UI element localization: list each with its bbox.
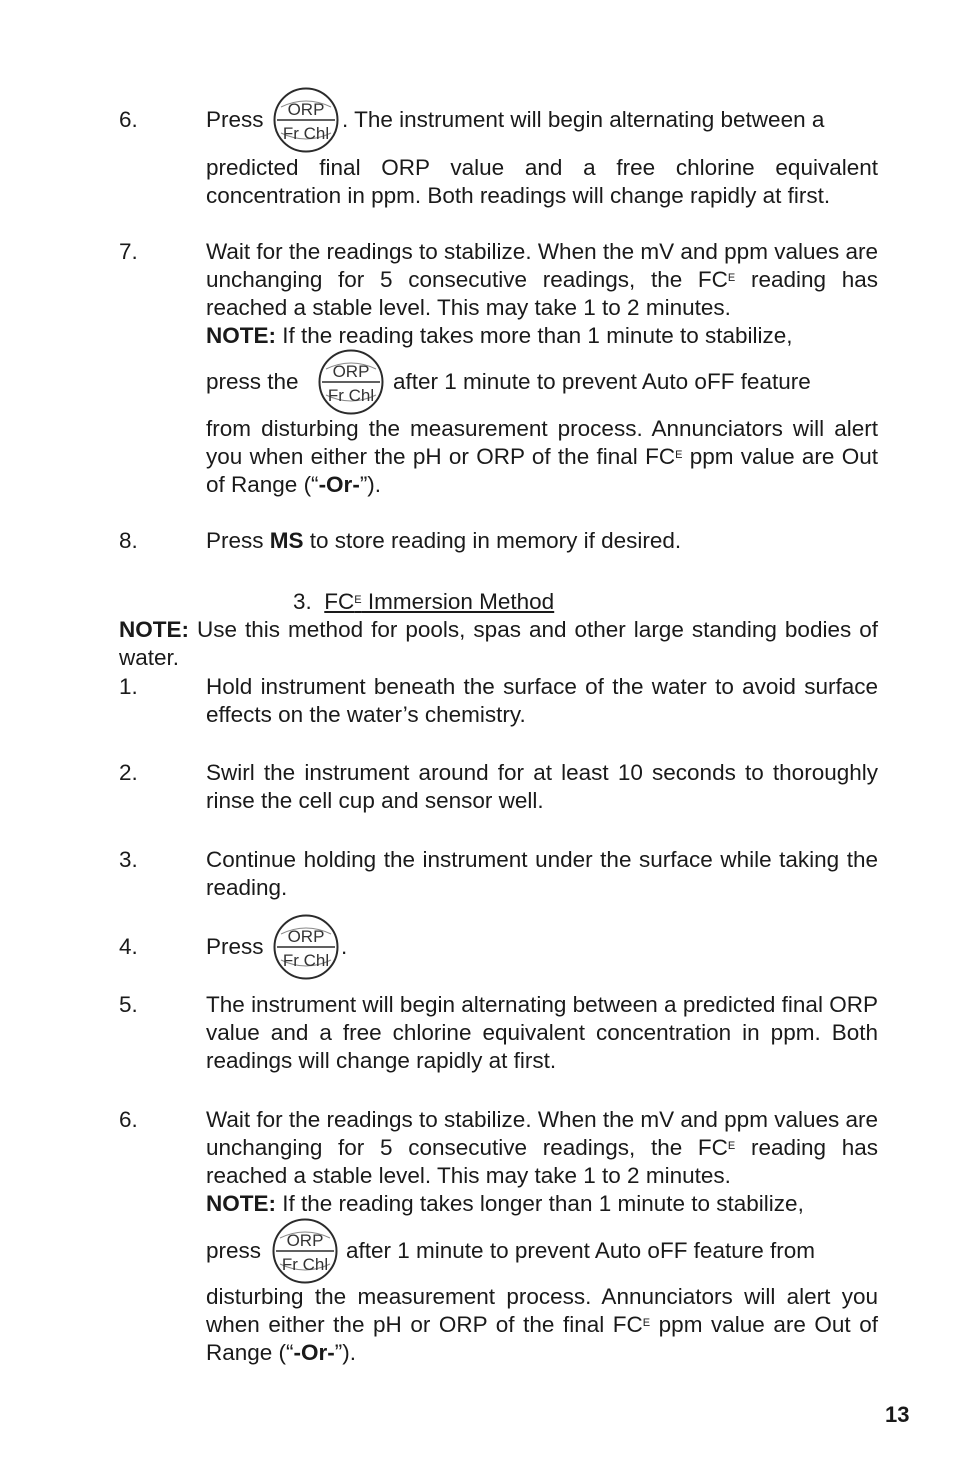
- orp-fr-chl-button-icon: [318, 349, 384, 415]
- step-paragraph: Swirl the instrument around for at least 10 seconds to thoroughly rinse the cell cup and sensor well.: [206, 760, 878, 813]
- step-text: Press MS to store reading in memory if desired.: [206, 528, 682, 553]
- step-paragraph: Hold instrument beneath the surface of the water to avoid surface effects on the water’s chemistry.: [206, 674, 878, 727]
- step-text: after 1 minute to prevent Auto oFF feature: [393, 369, 811, 394]
- step-paragraph: predicted final ORP value and a free chlorine equivalent concentration in ppm. Both readings will change rapidly at first.: [206, 155, 878, 208]
- step-text: after 1 minute to prevent Auto oFF feature from: [346, 1238, 815, 1263]
- step-paragraph: Wait for the readings to stabilize. When the mV and ppm values are unchanging for 5 consecutive readings, the $FC^E$ reading has reached a stable level. This may take 1 to 2 minutes. NOTE: If the reading takes more than 1 minute to stabilize,: [206, 239, 879, 348]
- svg-text:ORP: ORP: [286, 1231, 324, 1250]
- step-paragraph: from disturbing the measurement process. Annunciators will alert you when either the pH or ORP of the final $FC^E$ ppm value are Out of Range (“-Or-”).: [206, 416, 878, 497]
- step-number: 1.: [119, 674, 138, 699]
- step-paragraph: Continue holding the instrument under the surface while taking the reading.: [206, 847, 878, 900]
- section-heading: 3. $FC^E$ Immersion Method: [293, 589, 555, 614]
- note-label: NOTE:: [206, 323, 276, 348]
- step-text: Press: [206, 934, 264, 959]
- step-number: 3.: [119, 847, 138, 872]
- step-number: 4.: [119, 934, 138, 959]
- step-number: 6.: [119, 1107, 138, 1132]
- orp-fr-chl-button-icon: [272, 1218, 338, 1284]
- page-number: 13: [885, 1402, 910, 1427]
- section-note: NOTE: Use this method for pools, spas and other large standing bodies of water.: [119, 617, 878, 670]
- svg-text:Fr Chl: Fr Chl: [327, 386, 375, 405]
- svg-text:ORP: ORP: [287, 927, 325, 946]
- svg-text:ORP: ORP: [287, 100, 325, 119]
- step-text: Press: [206, 107, 264, 132]
- svg-text:Fr Chl: Fr Chl: [281, 1255, 329, 1274]
- step-paragraph: disturbing the measurement process. Annunciators will alert you when either the pH or ORP of the final $FC^E$ ppm value are Out of Range (“-Or-”).: [206, 1284, 878, 1365]
- note-label: NOTE:: [119, 617, 189, 642]
- orp-fr-chl-button-icon: [273, 914, 339, 980]
- svg-text:ORP: ORP: [332, 362, 370, 381]
- svg-text:Fr Chl: Fr Chl: [282, 951, 330, 970]
- note-label: NOTE:: [206, 1191, 276, 1216]
- step-number: 7.: [119, 239, 138, 264]
- step-number: 6.: [119, 107, 138, 132]
- step-text: . The instrument will begin alternating between a: [342, 107, 825, 132]
- step-text: press: [206, 1238, 262, 1263]
- step-number: 8.: [119, 528, 138, 553]
- orp-fr-chl-button-icon: [273, 87, 339, 153]
- step-text: press the: [206, 369, 299, 394]
- step-number: 2.: [119, 760, 138, 785]
- step-paragraph: The instrument will begin alternating between a predicted final ORP value and a free chlorine equivalent concentration in ppm. Both readings will change rapidly at first.: [206, 992, 878, 1073]
- step-text: .: [341, 934, 348, 959]
- step-number: 5.: [119, 992, 138, 1017]
- step-paragraph: Wait for the readings to stabilize. When the mV and ppm values are unchanging for 5 consecutive readings, the $FC^E$ reading has reached a stable level. This may take 1 to 2 minutes. NOTE: If the reading takes longer than 1 minute to stabilize,: [206, 1107, 879, 1216]
- svg-text:Fr Chl: Fr Chl: [282, 124, 330, 143]
